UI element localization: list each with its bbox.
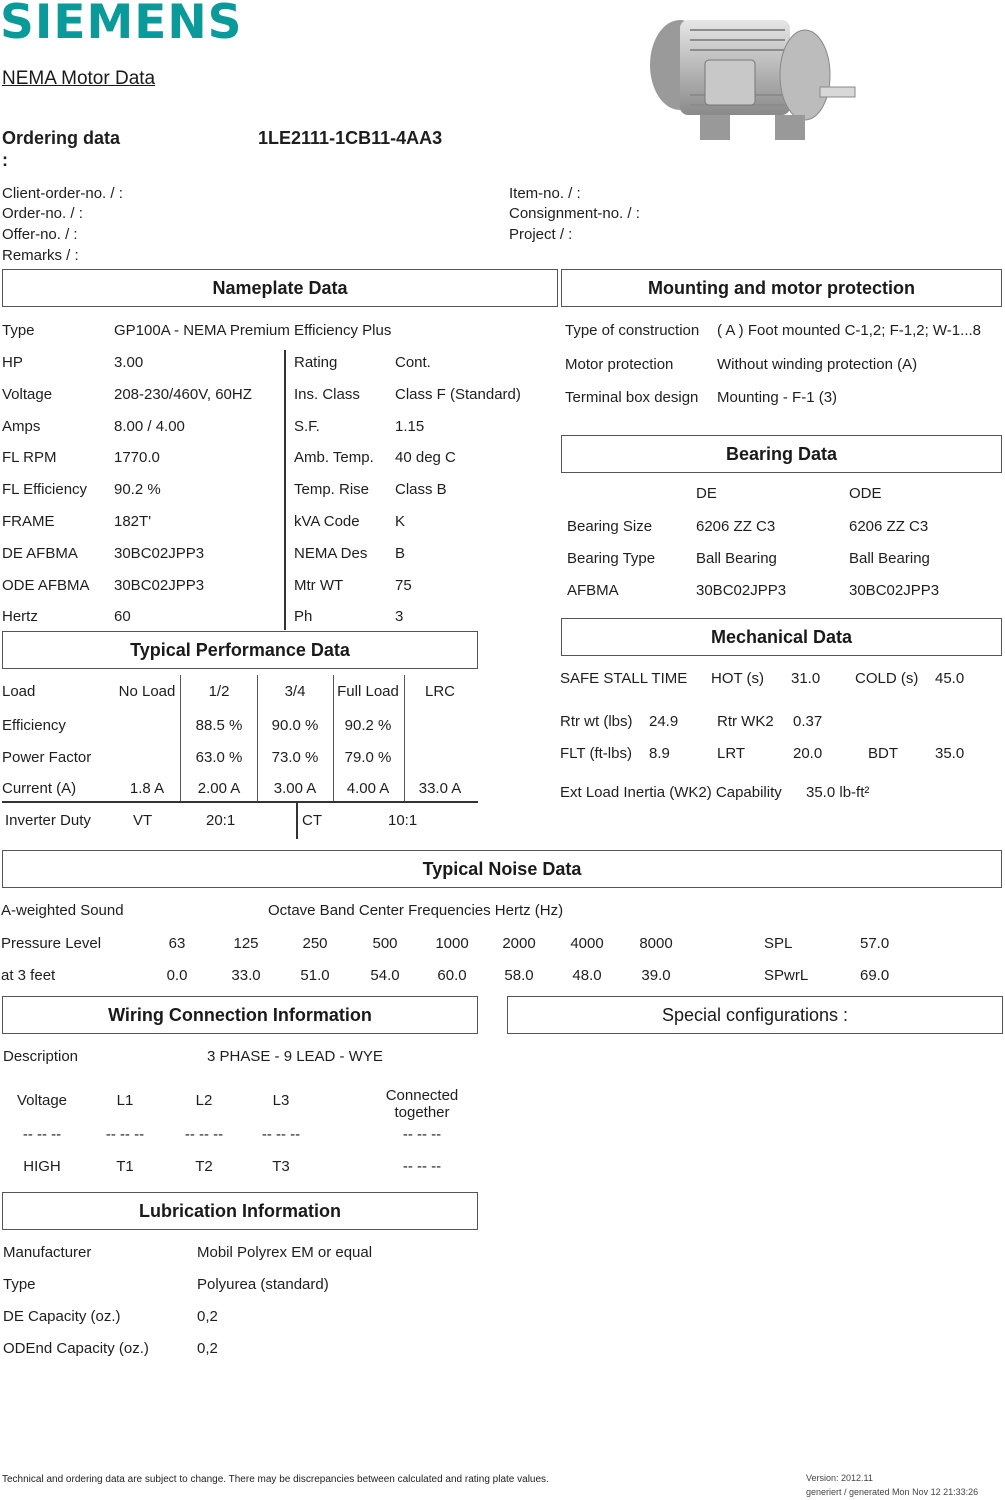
mounting-value: Mounting - F-1 (3) bbox=[717, 389, 838, 406]
noise-frequency: 250 bbox=[302, 935, 328, 952]
wiring-cell: -- -- -- bbox=[105, 1126, 145, 1143]
flt-label: FLT (ft-lbs) bbox=[560, 745, 632, 762]
bearing-label: Bearing Type bbox=[567, 550, 656, 567]
noise-level: 51.0 bbox=[300, 967, 330, 984]
performance-header: Full Load bbox=[337, 683, 399, 700]
performance-rule bbox=[2, 801, 478, 803]
footer-version: Version: 2012.11 bbox=[806, 1473, 873, 1483]
nameplate-value: Class B bbox=[395, 481, 447, 499]
inverter-vt: VT bbox=[133, 812, 153, 829]
noise-frequency: 125 bbox=[233, 935, 259, 952]
performance-cell: 63.0 % bbox=[195, 748, 243, 766]
inverter-divider bbox=[296, 803, 298, 839]
performance-column-divider bbox=[257, 675, 258, 801]
ordering-colon: : bbox=[2, 150, 8, 170]
lubrication-label: Type bbox=[3, 1276, 36, 1293]
nameplate-value: B bbox=[395, 544, 406, 562]
ext-inertia-value: 35.0 lb-ft² bbox=[806, 784, 870, 801]
order-label: Order-no. / : bbox=[2, 205, 83, 222]
nameplate-label: HP bbox=[2, 354, 23, 371]
noise-frequency: 500 bbox=[372, 935, 398, 952]
wiring-header: L1 bbox=[116, 1092, 134, 1109]
nameplate-value: 3.00 bbox=[114, 354, 144, 371]
octave-label: Octave Band Center Frequencies Hertz (Hz) bbox=[268, 902, 564, 919]
bearing-col-ode: ODE bbox=[849, 485, 882, 502]
nameplate-label: Mtr WT bbox=[294, 576, 344, 594]
performance-heading: Typical Performance Data bbox=[2, 631, 478, 669]
noise-frequency: 2000 bbox=[502, 935, 536, 952]
wiring-desc-label: Description bbox=[3, 1048, 79, 1065]
performance-row-label: Power Factor bbox=[2, 748, 92, 766]
nameplate-value: Class F (Standard) bbox=[395, 385, 521, 403]
bearing-ode-value: Ball Bearing bbox=[849, 550, 930, 567]
wiring-header: Voltage bbox=[16, 1092, 68, 1109]
consignment-label: Consignment-no. / : bbox=[509, 205, 640, 222]
ordering-value: 1LE2111-1CB11-4AA3 bbox=[258, 128, 443, 148]
project-label: Project / : bbox=[509, 226, 573, 243]
noise-frequency: 1000 bbox=[435, 935, 469, 952]
nameplate-label: Ph bbox=[294, 608, 313, 626]
nameplate-value: 1770.0 bbox=[114, 449, 160, 467]
rtr-wk2-label: Rtr WK2 bbox=[717, 713, 774, 730]
rtr-wt-value: 24.9 bbox=[649, 713, 679, 730]
nameplate-label: FL RPM bbox=[2, 449, 57, 467]
lrt-value: 20.0 bbox=[793, 745, 823, 762]
nameplate-value: 30BC02JPP3 bbox=[114, 576, 205, 594]
wiring-cell: T3 bbox=[272, 1158, 290, 1175]
performance-header: 1/2 bbox=[208, 683, 230, 700]
nameplate-value: 1.15 bbox=[395, 417, 425, 435]
wiring-header: L3 bbox=[272, 1092, 290, 1109]
performance-cell: 79.0 % bbox=[344, 748, 392, 766]
noise-frequency: 8000 bbox=[639, 935, 673, 952]
ext-inertia-label: Ext Load Inertia (WK2) Capability bbox=[560, 784, 782, 801]
bearing-heading: Bearing Data bbox=[561, 435, 1002, 473]
performance-cell: 1.8 A bbox=[129, 780, 165, 797]
wiring-header: L2 bbox=[195, 1092, 213, 1109]
mounting-label: Terminal box design bbox=[565, 389, 699, 406]
wiring-cell: -- -- -- bbox=[184, 1126, 224, 1143]
nameplate-value: 3 bbox=[395, 608, 404, 626]
page-title: NEMA Motor Data bbox=[2, 68, 156, 89]
lubrication-value: 0,2 bbox=[197, 1340, 218, 1357]
lubrication-label: ODEnd Capacity (oz.) bbox=[3, 1340, 149, 1357]
nameplate-type-label: Type bbox=[2, 322, 35, 339]
noise-level: 58.0 bbox=[504, 967, 534, 984]
lubrication-value: Mobil Polyrex EM or equal bbox=[197, 1244, 373, 1261]
bdt-value: 35.0 bbox=[935, 745, 965, 762]
rtr-wk2-value: 0.37 bbox=[793, 713, 823, 730]
nameplate-value: 90.2 % bbox=[114, 481, 161, 499]
performance-header: 3/4 bbox=[284, 683, 306, 700]
pressure-level-label: Pressure Level bbox=[1, 935, 102, 952]
performance-cell: 90.0 % bbox=[271, 717, 319, 734]
nameplate-label: ODE AFBMA bbox=[2, 576, 90, 594]
wiring-cell: -- -- -- bbox=[402, 1126, 442, 1143]
performance-row-label: Efficiency bbox=[2, 717, 66, 734]
performance-cell: 2.00 A bbox=[197, 780, 241, 797]
footer-generated: generiert / generated Mon Nov 12 21:33:26 bbox=[806, 1487, 979, 1497]
footer-disclaimer: Technical and ordering data are subject to change. There may be discrepancies between calculated and rating plate values. bbox=[2, 1474, 549, 1485]
wiring-cell: -- -- -- bbox=[22, 1126, 62, 1143]
cold-value: 45.0 bbox=[935, 670, 965, 687]
mounting-value: ( A ) Foot mounted C-1,2; F-1,2; W-1...8 bbox=[717, 322, 981, 339]
performance-header-load: Load bbox=[2, 683, 36, 700]
nameplate-label: FL Efficiency bbox=[2, 481, 88, 499]
nameplate-value: 75 bbox=[395, 576, 412, 594]
bearing-label: AFBMA bbox=[567, 582, 619, 599]
wiring-cell: T2 bbox=[195, 1158, 213, 1175]
connected-label-2: together bbox=[394, 1104, 450, 1121]
wiring-cell: HIGH bbox=[23, 1158, 61, 1175]
mounting-heading: Mounting and motor protection bbox=[561, 269, 1002, 307]
bearing-col-de: DE bbox=[696, 485, 717, 502]
nameplate-value: 40 deg C bbox=[395, 449, 456, 467]
at-3-feet-label: at 3 feet bbox=[1, 967, 56, 984]
noise-frequency: 63 bbox=[168, 935, 186, 952]
special-configurations-heading: Special configurations : bbox=[507, 996, 1003, 1034]
spl-label: SPL bbox=[764, 935, 793, 952]
hot-value: 31.0 bbox=[791, 670, 821, 687]
noise-level: 0.0 bbox=[166, 967, 188, 984]
ordering-label: Ordering data bbox=[2, 128, 121, 148]
inverter-ct: CT bbox=[302, 812, 322, 829]
lubrication-label: Manufacturer bbox=[3, 1244, 92, 1261]
nameplate-label: Hertz bbox=[2, 608, 38, 626]
performance-cell: 3.00 A bbox=[273, 780, 317, 797]
wiring-desc-value: 3 PHASE - 9 LEAD - WYE bbox=[207, 1048, 383, 1065]
nameplate-label: Voltage bbox=[2, 385, 53, 403]
remarks-label: Remarks / : bbox=[2, 247, 79, 264]
nameplate-label: Ins. Class bbox=[294, 385, 360, 403]
spwrl-label: SPwrL bbox=[764, 967, 809, 984]
noise-level: 39.0 bbox=[641, 967, 671, 984]
performance-column-divider bbox=[180, 675, 181, 801]
performance-row-label: Current (A) bbox=[2, 780, 77, 797]
nameplate-label: S.F. bbox=[294, 417, 320, 435]
noise-level: 54.0 bbox=[370, 967, 400, 984]
inverter-label: Inverter Duty bbox=[5, 812, 91, 829]
performance-cell: 88.5 % bbox=[195, 717, 243, 734]
inverter-ct-ratio: 10:1 bbox=[388, 812, 418, 829]
nameplate-label: Amps bbox=[2, 417, 41, 435]
wiring-cell: -- -- -- bbox=[402, 1158, 442, 1175]
nameplate-label: Temp. Rise bbox=[294, 481, 370, 499]
performance-cell: 33.0 A bbox=[418, 780, 462, 797]
performance-column-divider bbox=[404, 675, 405, 801]
hot-label: HOT (s) bbox=[711, 670, 765, 687]
connected-label-1: Connected bbox=[385, 1087, 459, 1104]
nameplate-label: kVA Code bbox=[294, 513, 360, 530]
performance-header: LRC bbox=[424, 683, 456, 700]
nameplate-label: Rating bbox=[294, 354, 338, 371]
nameplate-label: Amb. Temp. bbox=[294, 449, 374, 467]
nameplate-value: 60 bbox=[114, 608, 131, 626]
wiring-cell: -- -- -- bbox=[261, 1126, 301, 1143]
a-weighted-label: A-weighted Sound bbox=[1, 902, 124, 919]
lubrication-value: Polyurea (standard) bbox=[197, 1276, 329, 1293]
nameplate-value: 8.00 / 4.00 bbox=[114, 417, 185, 435]
client-order-label: Client-order-no. / : bbox=[2, 185, 123, 202]
inverter-vt-ratio: 20:1 bbox=[206, 812, 236, 829]
wiring-cell: T1 bbox=[116, 1158, 134, 1175]
noise-frequency: 4000 bbox=[570, 935, 604, 952]
nameplate-label: NEMA Des bbox=[294, 544, 368, 562]
mounting-value: Without winding protection (A) bbox=[717, 355, 918, 373]
motor-image bbox=[645, 5, 860, 160]
lubrication-heading: Lubrication Information bbox=[2, 1192, 478, 1230]
bearing-de-value: Ball Bearing bbox=[696, 550, 777, 567]
offer-label: Offer-no. / : bbox=[2, 226, 78, 243]
wiring-heading: Wiring Connection Information bbox=[2, 996, 478, 1034]
noise-level: 33.0 bbox=[231, 967, 261, 984]
nameplate-value: 208-230/460V, 60HZ bbox=[114, 385, 252, 403]
mounting-label: Motor protection bbox=[565, 355, 674, 373]
performance-cell: 73.0 % bbox=[271, 748, 319, 766]
stall-label: SAFE STALL TIME bbox=[560, 670, 688, 687]
spwrl-value: 69.0 bbox=[860, 967, 890, 984]
noise-heading: Typical Noise Data bbox=[2, 850, 1002, 888]
noise-level: 60.0 bbox=[437, 967, 467, 984]
nameplate-label: DE AFBMA bbox=[2, 544, 78, 562]
spl-value: 57.0 bbox=[860, 935, 890, 952]
bdt-label: BDT bbox=[868, 745, 898, 762]
lubrication-value: 0,2 bbox=[197, 1308, 218, 1325]
cold-label: COLD (s) bbox=[855, 670, 919, 687]
flt-value: 8.9 bbox=[649, 745, 670, 762]
nameplate-type-value: GP100A - NEMA Premium Efficiency Plus bbox=[114, 322, 392, 339]
performance-column-divider bbox=[333, 675, 334, 801]
bearing-ode-value: 6206 ZZ C3 bbox=[849, 518, 929, 535]
lubrication-label: DE Capacity (oz.) bbox=[3, 1308, 121, 1325]
lrt-label: LRT bbox=[717, 745, 746, 762]
nameplate-label: FRAME bbox=[2, 513, 55, 530]
bearing-de-value: 30BC02JPP3 bbox=[696, 582, 787, 599]
nameplate-heading: Nameplate Data bbox=[2, 269, 558, 307]
item-label: Item-no. / : bbox=[509, 185, 581, 202]
nameplate-value: Cont. bbox=[395, 354, 431, 371]
nameplate-value: K bbox=[395, 513, 406, 530]
bearing-ode-value: 30BC02JPP3 bbox=[849, 582, 940, 599]
noise-level: 48.0 bbox=[572, 967, 602, 984]
nameplate-divider bbox=[284, 350, 286, 630]
bearing-label: Bearing Size bbox=[567, 518, 653, 535]
mounting-label: Type of construction bbox=[565, 322, 700, 339]
performance-header: No Load bbox=[118, 683, 176, 700]
mechanical-heading: Mechanical Data bbox=[561, 618, 1002, 656]
nameplate-value: 30BC02JPP3 bbox=[114, 544, 205, 562]
performance-cell: 4.00 A bbox=[346, 780, 390, 797]
bearing-de-value: 6206 ZZ C3 bbox=[696, 518, 776, 535]
siemens-logo: SIEMENS bbox=[0, 0, 243, 50]
nameplate-value: 182T' bbox=[114, 513, 152, 530]
performance-cell: 90.2 % bbox=[344, 717, 392, 734]
rtr-wt-label: Rtr wt (lbs) bbox=[560, 713, 633, 730]
